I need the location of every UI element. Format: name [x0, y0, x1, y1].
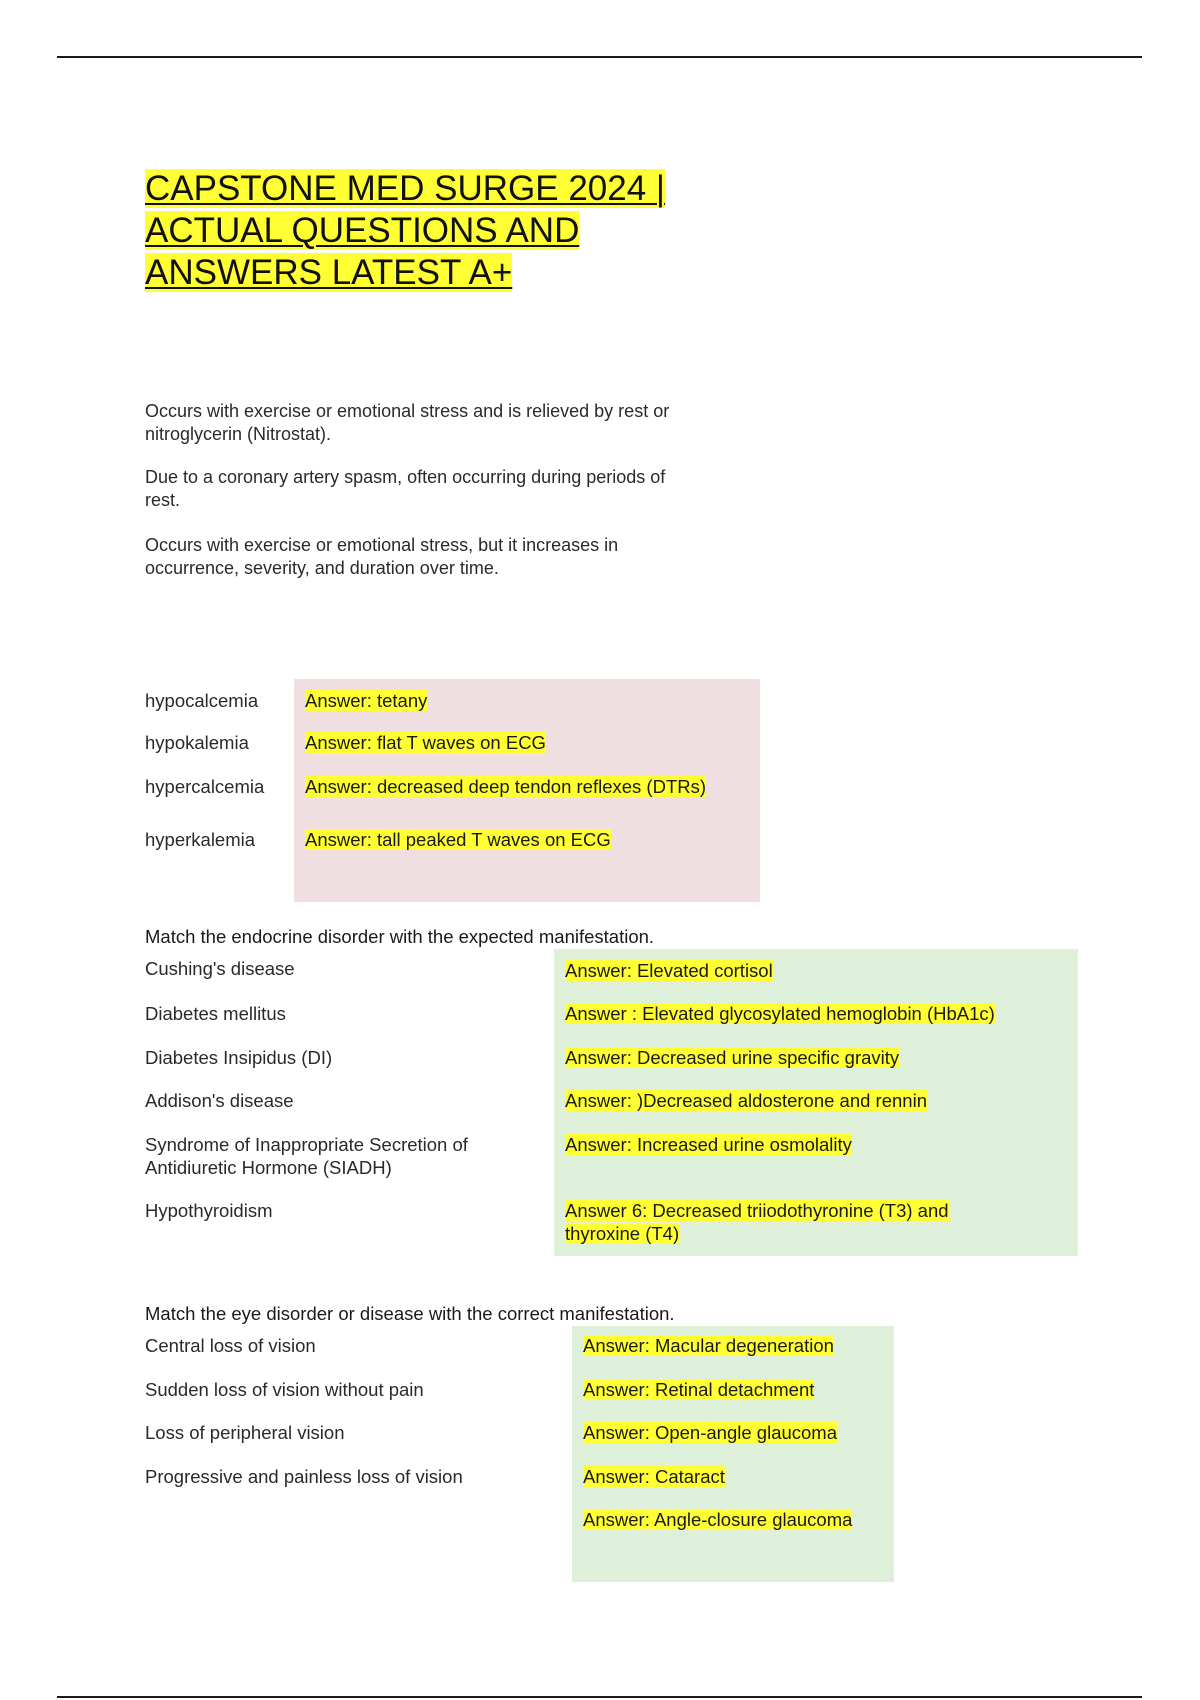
eye-term: Progressive and painless loss of vision	[145, 1466, 463, 1487]
title-line: ANSWERS LATEST A+	[145, 253, 513, 292]
endocrine-answer	[565, 1199, 995, 1245]
electrolyte-answer	[305, 828, 611, 851]
electrolyte-term: hyperkalemia	[145, 829, 256, 850]
endocrine-answer	[565, 1046, 899, 1069]
eye-heading: Match the eye disorder or disease with the correct manifestation.	[145, 1303, 675, 1324]
endocrine-term: Diabetes mellitus	[145, 1003, 286, 1024]
angina-description: Due to a coronary artery spasm, often occurring during periods of rest.	[145, 467, 666, 510]
answer-text: Answer: Elevated cortisol	[565, 960, 773, 981]
answer-text: Answer : Elevated glycosylated hemoglobin (HbA1c)	[565, 1003, 995, 1024]
endocrine-answer	[565, 1133, 852, 1156]
eye-term: Sudden loss of vision without pain	[145, 1379, 424, 1400]
endocrine-term: Cushing's disease	[145, 958, 295, 979]
eye-answer	[583, 1421, 837, 1444]
electrolyte-answer	[305, 775, 706, 798]
electrolyte-term: hypercalcemia	[145, 776, 265, 797]
answer-text: Answer: flat T waves on ECG	[305, 732, 546, 753]
endocrine-term: Hypothyroidism	[145, 1200, 273, 1221]
bottom-rule	[57, 1696, 1142, 1698]
endocrine-term: Syndrome of Inappropriate Secretion of Antidiuretic Hormone (SIADH)	[145, 1134, 468, 1178]
angina-description: Occurs with exercise or emotional stress, but it increases in occurrence, severity, and duration over time.	[145, 535, 619, 578]
answer-text: Answer: tall peaked T waves on ECG	[305, 829, 611, 850]
endocrine-term: Diabetes Insipidus (DI)	[145, 1047, 333, 1068]
answer-text: Answer 6: Decreased triiodothyronine (T3) and thyroxine (T4)	[565, 1200, 949, 1244]
answer-text: Answer: Decreased urine specific gravity	[565, 1047, 900, 1068]
answer-text: Answer: decreased deep tendon reflexes (DTRs)	[305, 776, 707, 797]
answer-text: Answer: tetany	[305, 690, 428, 711]
endocrine-answer	[565, 1089, 927, 1112]
electrolyte-term: hypocalcemia	[145, 690, 259, 711]
endocrine-term: Addison's disease	[145, 1090, 294, 1111]
eye-answer	[583, 1508, 852, 1531]
top-rule	[57, 56, 1142, 58]
eye-answer	[583, 1378, 814, 1401]
eye-term: Loss of peripheral vision	[145, 1422, 345, 1443]
angina-description: Occurs with exercise or emotional stress and is relieved by rest or nitroglycerin (Nitrostat).	[145, 401, 670, 444]
answer-text: Answer: Cataract	[583, 1466, 725, 1487]
answer-text: Answer: Macular degeneration	[583, 1335, 834, 1356]
electrolyte-answer	[305, 731, 546, 754]
answer-text: Answer: Angle-closure glaucoma	[583, 1509, 853, 1530]
title-line: ACTUAL QUESTIONS AND	[145, 211, 580, 250]
electrolyte-answer	[305, 689, 427, 712]
eye-term: Central loss of vision	[145, 1335, 316, 1356]
eye-answer	[583, 1465, 725, 1488]
answer-text: Answer: )Decreased aldosterone and rennin	[565, 1090, 927, 1111]
document-title	[145, 168, 745, 294]
endocrine-answer	[565, 959, 773, 982]
answer-text: Answer: Increased urine osmolality	[565, 1134, 852, 1155]
electrolyte-term: hypokalemia	[145, 732, 249, 753]
endocrine-heading: Match the endocrine disorder with the expected manifestation.	[145, 926, 655, 947]
answer-text: Answer: Open-angle glaucoma	[583, 1422, 838, 1443]
answer-text: Answer: Retinal detachment	[583, 1379, 815, 1400]
eye-answer	[583, 1334, 834, 1357]
endocrine-answer	[565, 1002, 995, 1025]
eye-answer-box	[572, 1326, 894, 1582]
title-line: CAPSTONE MED SURGE 2024 |	[145, 169, 665, 208]
